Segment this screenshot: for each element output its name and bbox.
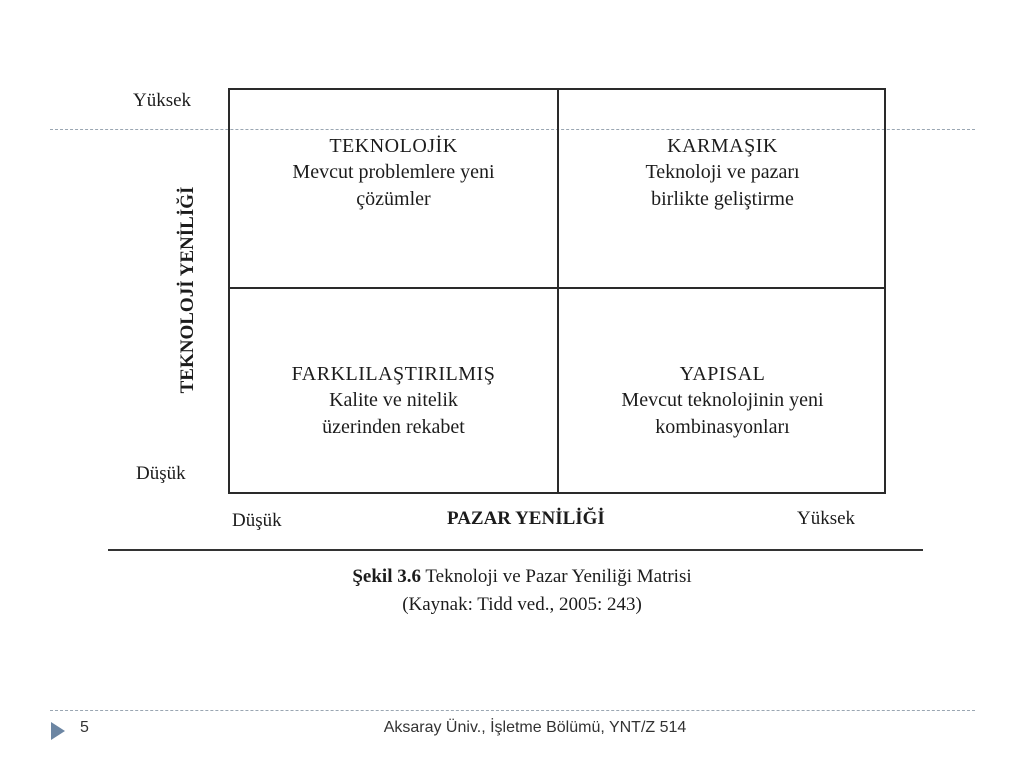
innovation-matrix xyxy=(228,88,886,494)
footer-text: Aksaray Üniv., İşletme Bölümü, YNT/Z 514 xyxy=(383,719,687,736)
caption-title-line xyxy=(262,563,782,591)
quadrant-description: Mevcut teknolojinin yeni kombinasyonları xyxy=(621,389,824,438)
x-axis-title: PAZAR YENİLİĞİ xyxy=(447,508,605,529)
caption-label: Şekil 3.6 xyxy=(352,566,421,587)
caption-source: (Kaynak: Tidd ved., 2005: 243) xyxy=(402,594,642,615)
quadrant-yapisal xyxy=(559,289,886,486)
caption-rule xyxy=(108,549,923,551)
quadrant-description: Mevcut problemlere yeni çözümler xyxy=(292,161,495,210)
quadrant-karmasik xyxy=(559,90,886,287)
page-number: 5 xyxy=(80,719,89,736)
bottom-dashed-divider xyxy=(50,710,975,711)
quadrant-teknolojik xyxy=(230,90,557,287)
quadrant-farklilastirilmis xyxy=(230,289,557,486)
y-axis-high-label: Yüksek xyxy=(133,90,192,111)
x-axis-high-label: Yüksek xyxy=(797,508,856,529)
y-axis-low-label: Düşük xyxy=(136,463,186,484)
triangle-right-icon xyxy=(51,722,65,740)
quadrant-title: YAPISAL xyxy=(679,363,766,385)
quadrant-description: Kalite ve nitelik üzerinden rekabet xyxy=(322,389,465,438)
quadrant-title: KARMAŞIK xyxy=(667,135,778,157)
x-axis-low-label: Düşük xyxy=(232,510,282,531)
quadrant-description: Teknoloji ve pazarı birlikte geliştirme xyxy=(645,161,800,210)
caption-title: Teknoloji ve Pazar Yeniliği Matrisi xyxy=(425,566,692,587)
quadrant-title: FARKLILAŞTIRILMIŞ xyxy=(291,363,496,385)
figure-caption xyxy=(262,563,782,619)
quadrant-title: TEKNOLOJİK xyxy=(329,135,458,157)
y-axis-title: TEKNOLOJİ YENİLİĞİ xyxy=(177,186,198,394)
